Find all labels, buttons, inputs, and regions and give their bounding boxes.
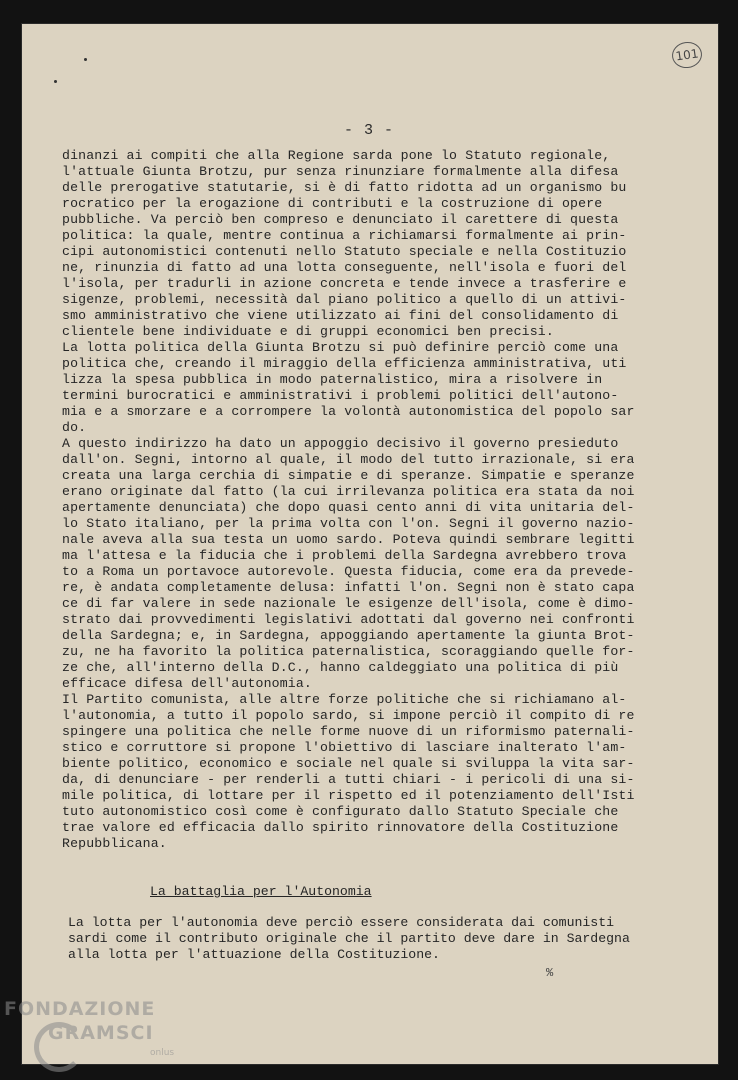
text-line: stico e corruttore si propone l'obiettivo di lasciare inalterato l'am- bbox=[62, 740, 627, 755]
closing-paragraph bbox=[68, 915, 678, 963]
text-line: alla lotta per l'attuazione della Costituzione. bbox=[68, 947, 440, 962]
text-line: politica che, creando il miraggio della efficienza amministrativa, uti bbox=[62, 356, 627, 371]
text-line: sardi come il contributo originale che il partito deve dare in Sardegna bbox=[68, 931, 630, 946]
body-text bbox=[62, 148, 662, 852]
text-line: spingere una politica che nelle forme nuove di un riformismo paternali- bbox=[62, 724, 635, 739]
text-line: ne, rinunzia di fatto ad una lotta conseguente, nell'isola e fuori del bbox=[62, 260, 627, 275]
punch-mark bbox=[54, 80, 57, 83]
margin-mark: % bbox=[546, 966, 554, 980]
text-line: zu, ne ha favorito la politica paternalistica, scoraggiando quelle for- bbox=[62, 644, 635, 659]
text-line: delle prerogative statutarie, si è di fatto ridotta ad un organismo bu bbox=[62, 180, 627, 195]
text-line: lo Stato italiano, per la prima volta con l'on. Segni il governo nazio- bbox=[62, 516, 635, 531]
text-line: nale aveva alla sua testa un uomo sardo. Poteva quindi sembrare legitti bbox=[62, 532, 635, 547]
text-line: cipi autonomistici contenuti nello Statuto speciale e nella Costituzio bbox=[62, 244, 627, 259]
text-line: l'autonomia, a tutto il popolo sardo, si impone perciò il compito di re bbox=[62, 708, 635, 723]
text-line: La lotta politica della Giunta Brotzu si può definire perciò come una bbox=[62, 340, 619, 355]
text-line: efficace difesa dell'autonomia. bbox=[62, 676, 312, 691]
text-line: to a Roma un portavoce autorevole. Questa fiducia, come era da prevede- bbox=[62, 564, 635, 579]
watermark-line-1: FONDAZIONE bbox=[4, 998, 156, 1020]
text-line: lizza la spesa pubblica in modo paternalistico, mira a risolvere in bbox=[62, 372, 603, 387]
archive-stamp: 101 bbox=[670, 40, 703, 70]
text-line: tuto autonomistico così come è configurato dallo Statuto Speciale che bbox=[62, 804, 619, 819]
text-line: strato dai provvedimenti legislativi adottati dal governo nei confronti bbox=[62, 612, 635, 627]
text-line: Repubblicana. bbox=[62, 836, 167, 851]
text-line: re, è andata completamente delusa: infatti l'on. Segni non è stato capa bbox=[62, 580, 635, 595]
text-line: sigenze, problemi, necessità dal piano politico a quello di un attivi- bbox=[62, 292, 627, 307]
text-line: Il Partito comunista, alle altre forze politiche che si richiamano al- bbox=[62, 692, 627, 707]
text-line: smo amministrativo che viene utilizzato ai fini del consolidamento di bbox=[62, 308, 619, 323]
text-line: A questo indirizzo ha dato un appoggio decisivo il governo presieduto bbox=[62, 436, 619, 451]
text-line: mile politica, di lottare per il rispetto ed il potenziamento dell'Isti bbox=[62, 788, 635, 803]
text-line: rocratico per la erogazione di contributi e la costruzione di opere bbox=[62, 196, 603, 211]
text-line: l'isola, per tradurli in azione concreta e tende invece a trasferire e bbox=[62, 276, 627, 291]
text-line: ce di far valere in sede nazionale le esigenze dell'isola, come è dimo- bbox=[62, 596, 635, 611]
text-line: politica: la quale, mentre continua a richiamarsi formalmente ai prin- bbox=[62, 228, 627, 243]
text-line: pubbliche. Va perciò ben compreso e denunciato il carettere di questa bbox=[62, 212, 619, 227]
text-line: biente politico, economico e sociale nel quale si sviluppa la vita sar- bbox=[62, 756, 635, 771]
text-line: della Sardegna; e, in Sardegna, appoggiando apertamente la giunta Brot- bbox=[62, 628, 635, 643]
text-line: trae valore ed efficacia dallo spirito rinnovatore della Costituzione bbox=[62, 820, 619, 835]
text-line: La lotta per l'autonomia deve perciò essere considerata dai comunisti bbox=[68, 915, 615, 930]
text-line: clientele bene individuate e di gruppi economici ben precisi. bbox=[62, 324, 554, 339]
page-number: - 3 - bbox=[343, 122, 394, 139]
text-line: termini burocratici e amministrativi i problemi politici dell'autono- bbox=[62, 388, 619, 403]
fondazione-gramsci-watermark bbox=[4, 998, 175, 1058]
text-line: erano originate dal fatto (la cui irrilevanza politica era stata da noi bbox=[62, 484, 635, 499]
watermark-line-3: onlus bbox=[150, 1048, 175, 1058]
watermark-g-logo bbox=[34, 1022, 84, 1072]
text-line: creata una larga cerchia di simpatie e di speranze. Simpatie e speranze bbox=[62, 468, 635, 483]
text-line: ze che, all'interno della D.C., hanno caldeggiato una politica di più bbox=[62, 660, 619, 675]
text-line: da, di denunciare - per renderli a tutti chiari - i pericoli di una si- bbox=[62, 772, 635, 787]
text-line: dall'on. Segni, intorno al quale, il modo del tutto irrazionale, si era bbox=[62, 452, 635, 467]
text-line: l'attuale Giunta Brotzu, pur senza rinunziare formalmente alla difesa bbox=[62, 164, 619, 179]
punch-mark bbox=[84, 58, 87, 61]
section-heading: La battaglia per l'Autonomia bbox=[150, 884, 372, 899]
watermark-line-2: GRAMSCI bbox=[48, 1022, 154, 1044]
text-line: do. bbox=[62, 420, 87, 435]
text-line: apertamente denunciata) che dopo quasi cento anni di vita unitaria del- bbox=[62, 500, 635, 515]
text-line: mia e a smorzare e a corrompere la volontà autonomistica del popolo sar bbox=[62, 404, 635, 419]
text-line: ma l'attesa e la fiducia che i problemi della Sardegna avrebbero trova bbox=[62, 548, 627, 563]
text-line: dinanzi ai compiti che alla Regione sarda pone lo Statuto regionale, bbox=[62, 148, 611, 163]
